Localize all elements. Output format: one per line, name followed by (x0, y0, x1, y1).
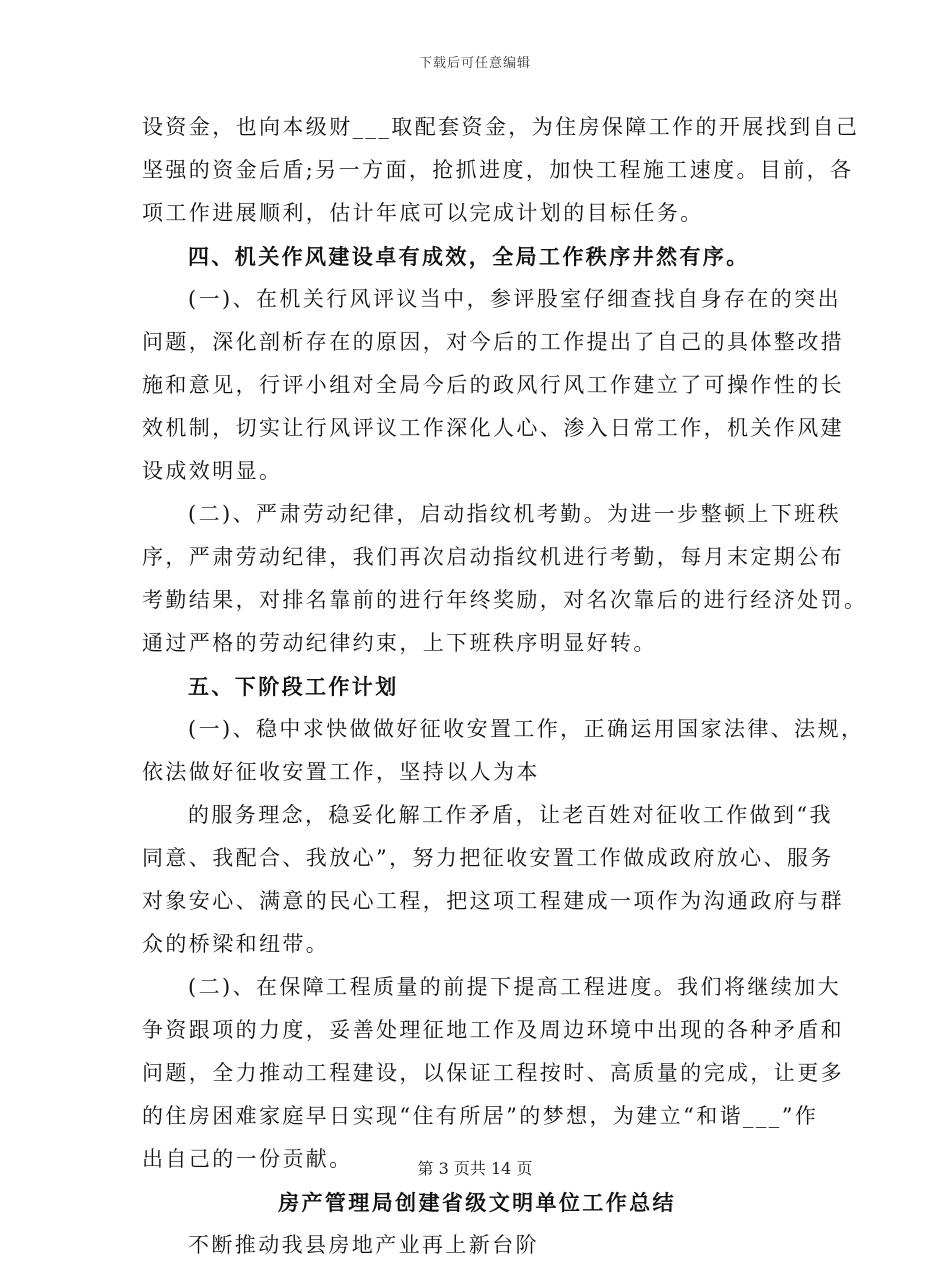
section-heading: 四、机关作风建设卓有成效，全局工作秩序井然有序。 (188, 244, 750, 269)
body-line: 对象安心、满意的民心工程，把这项工程建成一项作为沟通政府与群 (142, 889, 844, 913)
body-line: (一)、在机关行风评议当中，参评股室仔细查找自身存在的突出 (188, 287, 841, 311)
body-line: 设成效明显。 (142, 459, 283, 483)
page-number: 第 3 页共 14 页 (417, 1159, 533, 1178)
body-line: 序，严肃劳动纪律，我们再次启动指纹机进行考勤，每月末定期公布 (142, 545, 844, 569)
body-line: 依法做好征收安置工作，坚持以人为本 (142, 760, 540, 784)
body-line: 出自己的一份贡献。 (142, 1147, 353, 1171)
subtitle-line: 不断推动我县房地产业再上新台阶 (188, 1233, 539, 1257)
body-line: 施和意见，行评小组对全局今后的政风行风工作建立了可操作性的长 (142, 373, 844, 397)
body-line: (二)、在保障工程质量的前提下提高工程进度。我们将继续加大 (188, 975, 841, 999)
body-line: 众的桥梁和纽带。 (142, 932, 330, 956)
body-line: 争资跟项的力度，妥善处理征地工作及周边环境中出现的各种矛盾和 (142, 1018, 844, 1042)
section-heading: 五、下阶段工作计划 (188, 674, 399, 699)
body-line: 设资金，也向本级财___取配套资金，为住房保障工作的开展找到自己 (142, 115, 860, 139)
body-line: 问题，全力推动工程建设，以保证工程按时、高质量的完成，让更多 (142, 1061, 844, 1085)
document-title: 房产管理局创建省级文明单位工作总结 (278, 1190, 676, 1215)
page-header: 下载后可任意编辑 (418, 56, 531, 71)
document-body (142, 106, 868, 1267)
body-line: 同意、我配合、我放心”，努力把征收安置工作做成政府放心、服务 (142, 846, 834, 870)
body-line: (一)、稳中求快做做好征收安置工作，正确运用国家法律、法规， (188, 717, 865, 741)
body-line: 的服务理念，稳妥化解工作矛盾，让老百姓对征收工作做到“我 (188, 803, 833, 827)
body-line: 坚强的资金后盾;另一方面，抢抓进度，加快工程施工速度。目前，各 (142, 158, 854, 182)
body-line: (二)、严肃劳动纪律，启动指纹机考勤。为进一步整顿上下班秩 (188, 502, 841, 526)
body-line: 问题，深化剖析存在的原因，对今后的工作提出了自己的具体整改措 (142, 330, 844, 354)
body-line: 通过严格的劳动纪律约束，上下班秩序明显好转。 (142, 631, 657, 655)
body-line: 考勤结果，对排名靠前的进行年终奖励，对名次靠后的进行经济处罚。 (142, 588, 868, 612)
body-line: 效机制，切实让行风评议工作深化人心、渗入日常工作，机关作风建 (142, 416, 844, 440)
body-line: 项工作进展顺利，估计年底可以完成计划的目标任务。 (142, 201, 704, 225)
body-line: 的住房困难家庭早日实现“住有所居”的梦想，为建立“和谐___”作 (142, 1104, 819, 1128)
